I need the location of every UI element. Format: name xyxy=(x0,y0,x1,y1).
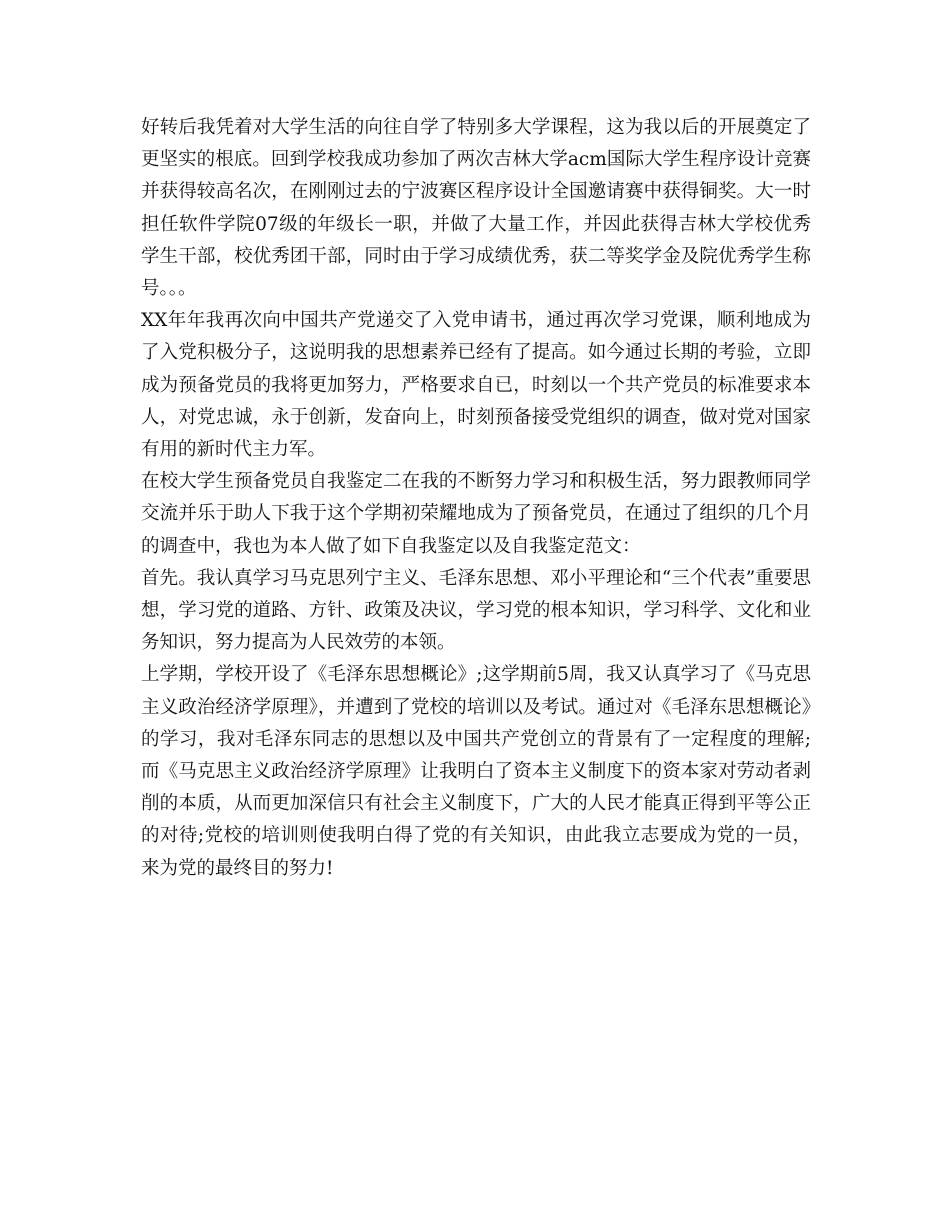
document-body xyxy=(141,112,811,885)
paragraph-5: 上学期，学校开设了《毛泽东思想概论》;这学期前5周，我又认真学习了《马克思主义政治经济学原理》，并遭到了党校的培训以及考试。通过对《毛泽东思想概论》的学习，我对毛泽东同志的思想以及中国共产党创立的背景有了一定程度的理解;而《马克思主义政治经济学原理》让我明白了资本主义制度下的资本家对劳动者剥削的本质，从而更加深信只有社会主义制度下，广大的人民才能真正得到平等公正的对待;党校的培训则使我明白得了党的有关知识，由此我立志要成为党的一员，来为党的最终目的努力! xyxy=(141,664,811,879)
paragraph-3: 在校大学生预备党员自我鉴定二在我的不断努力学习和积极生活，努力跟教师同学交流并乐于助人下我于这个学期初荣耀地成为了预备党员，在通过了组织的几个月的调查中，我也为本人做了如下自我鉴定以及自我鉴定范文： xyxy=(141,471,811,557)
paragraph-2: XX年年我再次向中国共产党递交了入党申请书，通过再次学习党课，顺利地成为了入党积极分子，这说明我的思想素养已经有了提高。如今通过长期的考验，立即成为预备党员的我将更加努力，严格要求自已，时刻以一个共产党员的标准要求本人，对党忠诚，永于创新，发奋向上，时刻预备接受党组织的调查，做对党对国家有用的新时代主力军。 xyxy=(141,310,811,461)
paragraph-1: 好转后我凭着对大学生活的向往自学了特别多大学课程，这为我以后的开展奠定了更坚实的根底。回到学校我成功参加了两次吉林大学acm国际大学生程序设计竞赛并获得较高名次，在刚刚过去的宁波赛区程序设计全国邀请赛中获得铜奖。大一时担任软件学院07级的年级长一职，并做了大量工作，并因此获得吉林大学校优秀学生干部，校优秀团干部，同时由于学习成绩优秀，获二等奖学金及院优秀学生称号。。。 xyxy=(141,117,811,300)
paragraph-4: 首先。我认真学习马克思列宁主义、毛泽东思想、邓小平理论和“三个代表”重要思想，学习党的道路、方针、政策及决议，学习党的根本知识，学习科学、文化和业务知识，努力提高为人民效劳的本领。 xyxy=(141,567,811,654)
